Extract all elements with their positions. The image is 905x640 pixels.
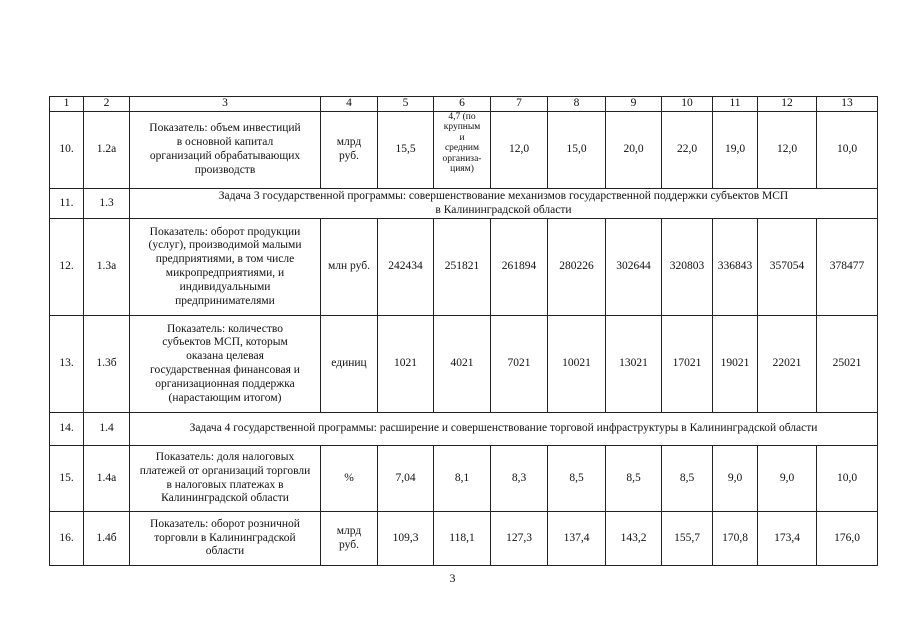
value-cell: 1021 — [378, 316, 434, 413]
value-cell: 357054 — [758, 219, 817, 316]
value-cell: 8,3 — [491, 446, 548, 512]
indicator-description: Показатель: оборот розничной торговли в Калининградской области — [130, 512, 321, 566]
value-cell: 8,5 — [662, 446, 713, 512]
column-header: 1 — [50, 97, 84, 112]
row-code: 1.2а — [84, 112, 130, 189]
column-header: 4 — [321, 97, 378, 112]
value-cell: 20,0 — [606, 112, 662, 189]
column-header: 10 — [662, 97, 713, 112]
value-cell: 143,2 — [606, 512, 662, 566]
value-cell: 242434 — [378, 219, 434, 316]
value-cell: 261894 — [491, 219, 548, 316]
row-code: 1.4 — [84, 413, 130, 446]
row-code: 1.4б — [84, 512, 130, 566]
value-cell: 19,0 — [713, 112, 758, 189]
column-header: 2 — [84, 97, 130, 112]
task-heading: Задача 4 государственной программы: расширение и совершенствование торговой инфраструктуры в Калининградской области — [130, 413, 878, 446]
indicator-description: Показатель: объем инвестиций в основной капитал организаций обрабатывающих производств — [130, 112, 321, 189]
table-row — [50, 413, 878, 446]
column-number-row — [50, 97, 878, 112]
column-header: 11 — [713, 97, 758, 112]
value-cell: 19021 — [713, 316, 758, 413]
table-row — [50, 189, 878, 219]
row-code: 1.3 — [84, 189, 130, 219]
column-header: 5 — [378, 97, 434, 112]
value-cell: 8,5 — [548, 446, 606, 512]
value-cell: 15,0 — [548, 112, 606, 189]
value-cell: 173,4 — [758, 512, 817, 566]
value-cell: 13021 — [606, 316, 662, 413]
value-cell: 280226 — [548, 219, 606, 316]
value-cell: 7021 — [491, 316, 548, 413]
value-cell: 4021 — [434, 316, 491, 413]
task-heading: Задача 3 государственной программы: совершенствование механизмов государственной поддержки субъектов МСП в Калининградской области — [130, 189, 878, 219]
value-cell: 17021 — [662, 316, 713, 413]
row-number: 13. — [50, 316, 84, 413]
row-number: 10. — [50, 112, 84, 189]
column-header: 9 — [606, 97, 662, 112]
value-cell: 336843 — [713, 219, 758, 316]
indicator-description: Показатель: оборот продукции (услуг), производимой малыми предприятиями, в том числе микропредприятиями, и индивидуальными предпринимателями — [130, 219, 321, 316]
indicator-description: Показатель: доля налоговых платежей от организаций торговли в налоговых платежах в Калининградской области — [130, 446, 321, 512]
table-row — [50, 446, 878, 512]
value-cell: 8,5 — [606, 446, 662, 512]
table-row — [50, 219, 878, 316]
table-row — [50, 316, 878, 413]
value-cell: 8,1 — [434, 446, 491, 512]
row-number: 16. — [50, 512, 84, 566]
value-cell: 251821 — [434, 219, 491, 316]
column-header: 6 — [434, 97, 491, 112]
unit-cell: млн руб. — [321, 219, 378, 316]
unit-cell: единиц — [321, 316, 378, 413]
value-cell: 12,0 — [758, 112, 817, 189]
table-row — [50, 112, 878, 189]
indicator-description: Показатель: количество субъектов МСП, которым оказана целевая государственная финансовая и организационная поддержка (нарастающим итогом) — [130, 316, 321, 413]
value-cell: 176,0 — [817, 512, 878, 566]
row-code: 1.3б — [84, 316, 130, 413]
value-cell: 9,0 — [713, 446, 758, 512]
value-cell: 10021 — [548, 316, 606, 413]
column-header: 3 — [130, 97, 321, 112]
row-number: 12. — [50, 219, 84, 316]
value-cell: 127,3 — [491, 512, 548, 566]
value-cell: 378477 — [817, 219, 878, 316]
table-row — [50, 512, 878, 566]
value-cell: 155,7 — [662, 512, 713, 566]
value-cell: 15,5 — [378, 112, 434, 189]
value-cell: 22021 — [758, 316, 817, 413]
column-header: 8 — [548, 97, 606, 112]
unit-cell: % — [321, 446, 378, 512]
column-header: 7 — [491, 97, 548, 112]
value-cell: 118,1 — [434, 512, 491, 566]
value-cell: 10,0 — [817, 446, 878, 512]
column-header: 13 — [817, 97, 878, 112]
unit-cell: млрд руб. — [321, 112, 378, 189]
value-cell: 302644 — [606, 219, 662, 316]
page-number: 3 — [449, 571, 456, 585]
value-cell: 320803 — [662, 219, 713, 316]
indicators-table — [49, 96, 878, 566]
value-cell: 7,04 — [378, 446, 434, 512]
row-code: 1.4а — [84, 446, 130, 512]
value-cell: 9,0 — [758, 446, 817, 512]
row-number: 14. — [50, 413, 84, 446]
value-cell: 22,0 — [662, 112, 713, 189]
value-cell: 137,4 — [548, 512, 606, 566]
value-cell: 109,3 — [378, 512, 434, 566]
column-header: 12 — [758, 97, 817, 112]
row-code: 1.3а — [84, 219, 130, 316]
row-number: 15. — [50, 446, 84, 512]
value-cell: 170,8 — [713, 512, 758, 566]
value-cell: 12,0 — [491, 112, 548, 189]
unit-cell: млрд руб. — [321, 512, 378, 566]
value-cell: 4,7 (по крупным и средним организа- циям) — [434, 112, 491, 189]
value-cell: 10,0 — [817, 112, 878, 189]
row-number: 11. — [50, 189, 84, 219]
value-cell: 25021 — [817, 316, 878, 413]
